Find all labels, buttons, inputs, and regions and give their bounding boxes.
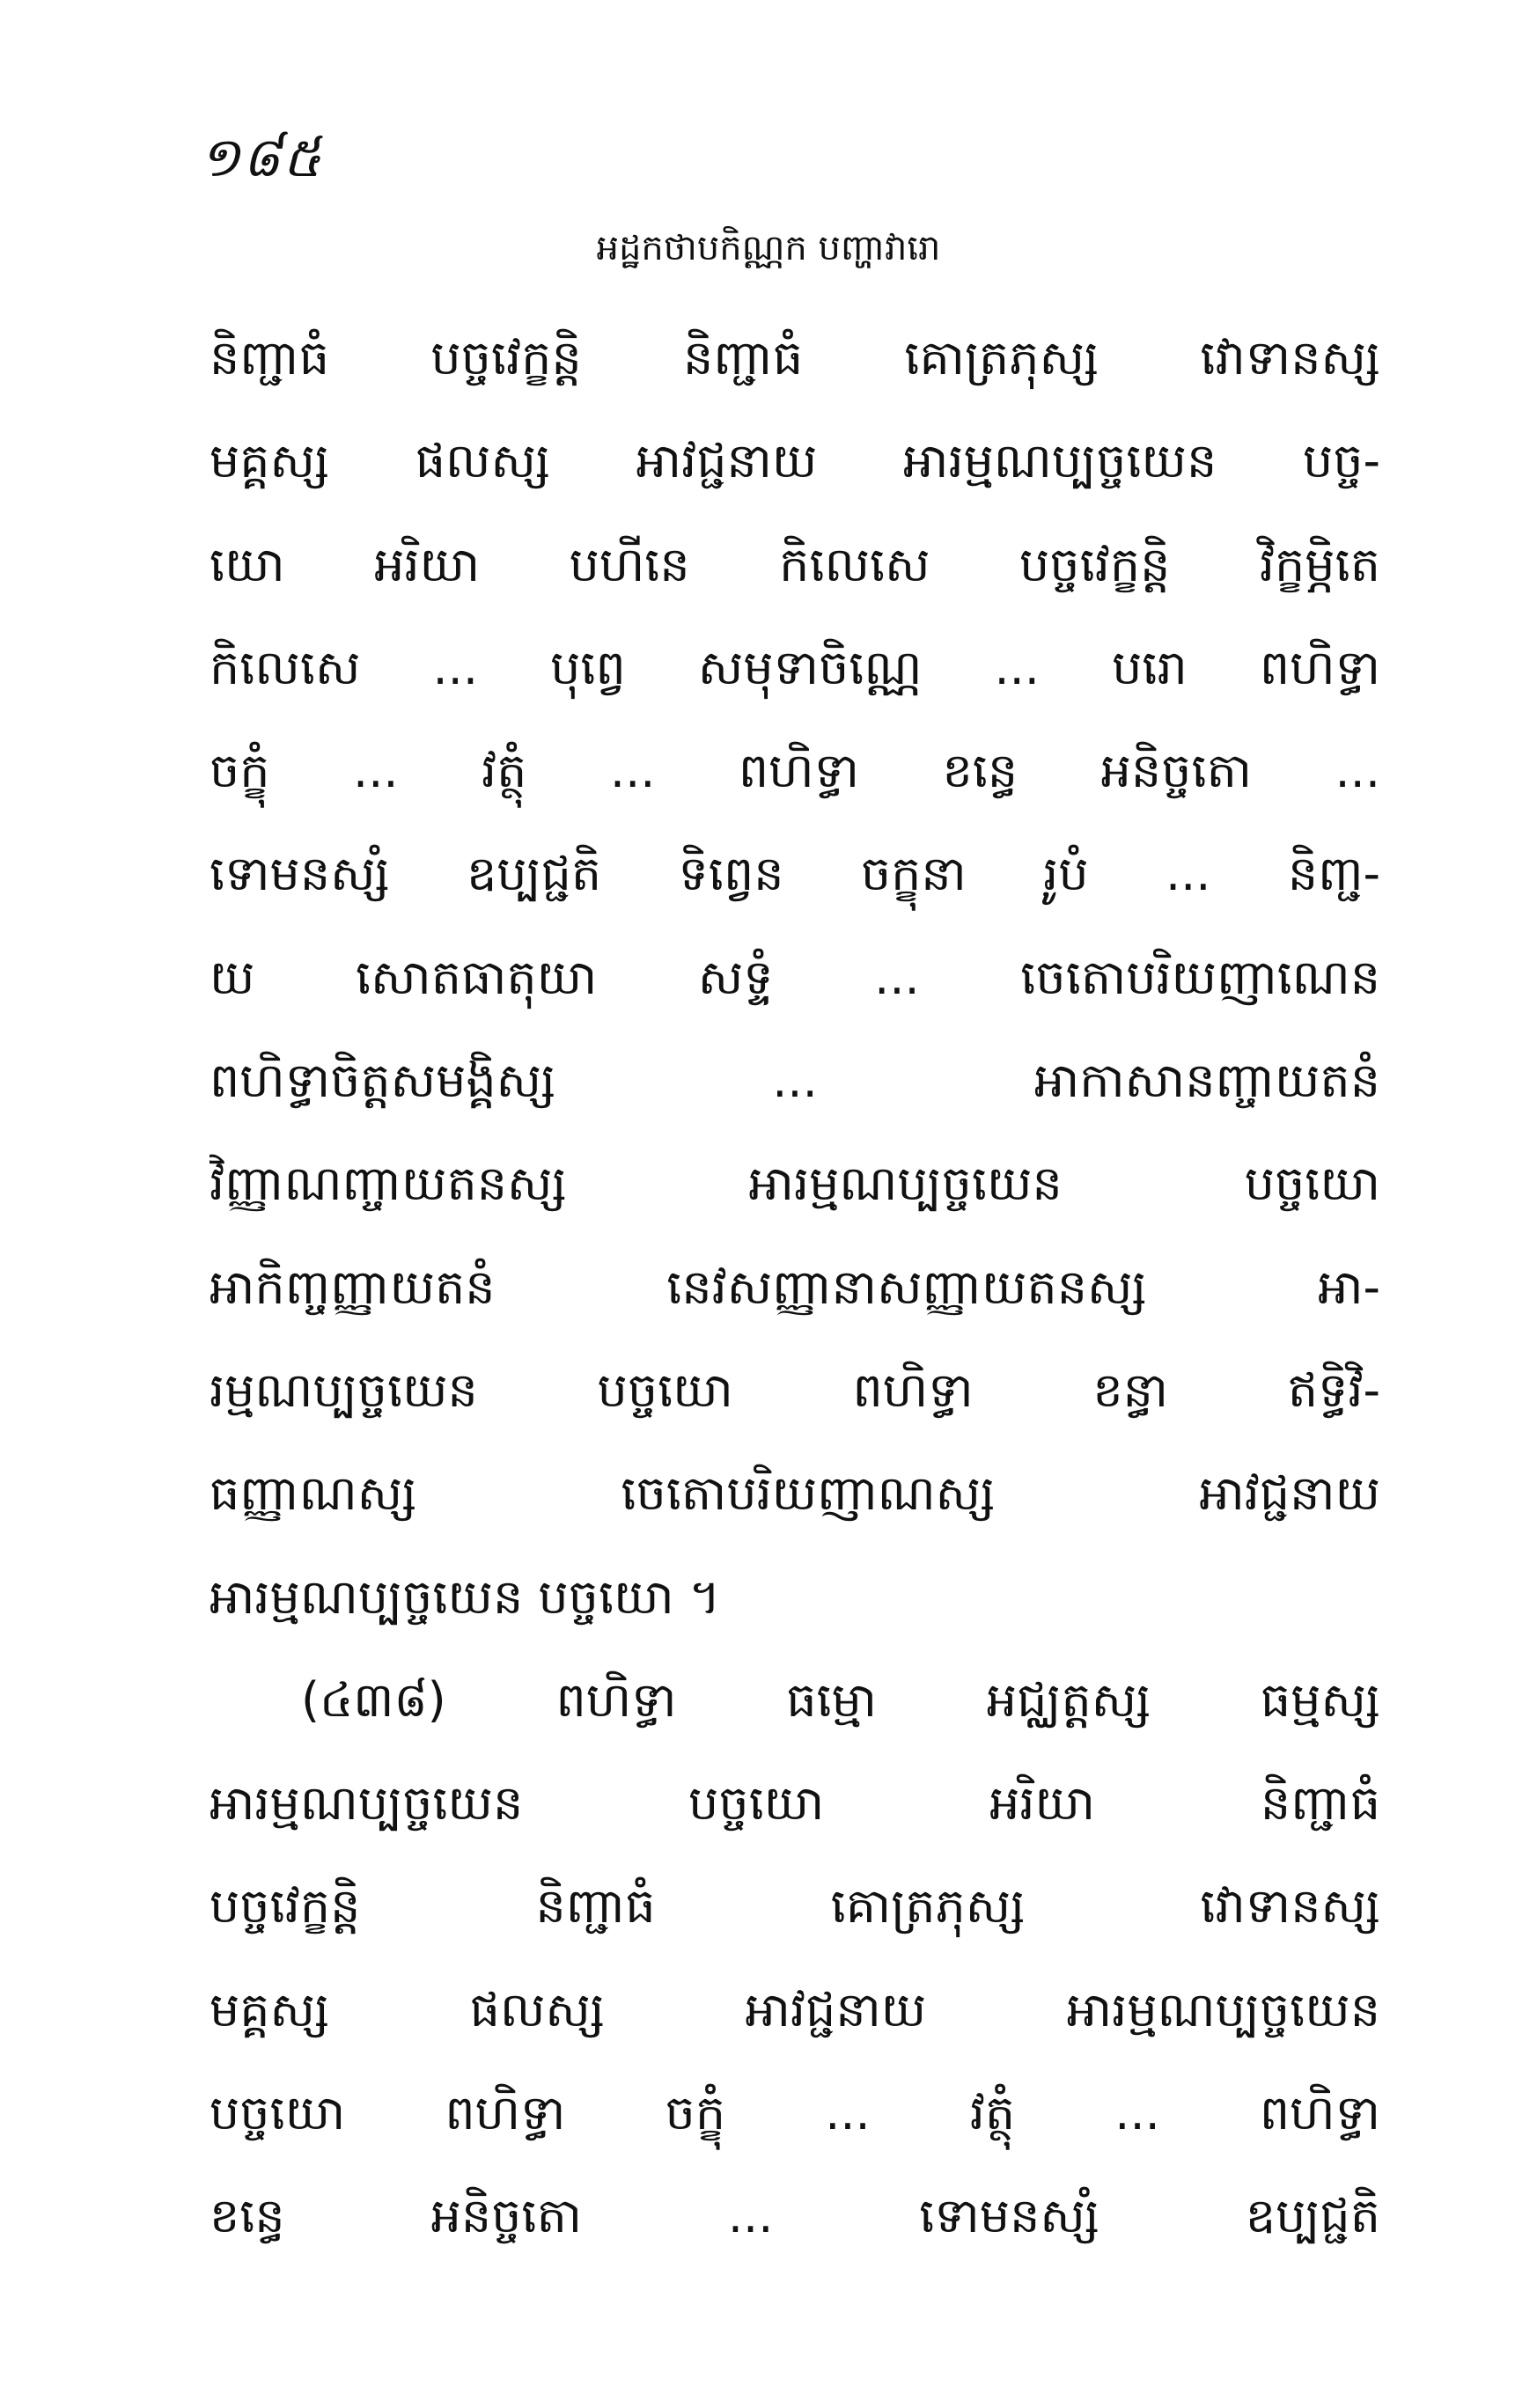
text-line: បច្ចវេក្ខន្តិ និញ្ជាធំ គោត្រភុស្ស វោទានស្ស xyxy=(210,1878,1380,1934)
text-line: កិលេសេ ... បុព្វេ សមុទាចិណ្ណេ ... បរោ ពហិទ្ធា xyxy=(210,639,1380,695)
text-line: បច្ចយោ ពហិទ្ធា ចក្ខុំ ... វត្ថុំ ... ពហិទ្ធា xyxy=(210,2085,1380,2141)
text-line: ពហិទ្ធាចិត្តសមង្គិស្ស ... អាកាសានញ្ចាយតនំ xyxy=(210,1053,1380,1109)
text-line: អារម្មណប្បច្ចយេន បច្ចយោ ។ xyxy=(210,1568,721,1625)
text-line: វិញ្ញាណញ្ចាយតនស្ស អារម្មណប្បច្ចយេន បច្ចយោ xyxy=(210,1156,1380,1212)
body-text xyxy=(210,306,1380,2268)
text-line: អាកិញ្ចញ្ញាយតនំ នេវសញ្ញានាសញ្ញាយតនស្ស អា- xyxy=(210,1259,1380,1315)
running-header: អដ្ឋកថាបកិណ្ណក បញ្ហាវារោ xyxy=(596,228,941,268)
text-line: រម្មណប្បច្ចយេន បច្ចយោ ពហិទ្ធា ខន្ធា ឥទ្ធិវិ- xyxy=(210,1362,1380,1418)
page-number: ១៨៥ xyxy=(199,125,323,189)
text-line: មគ្គស្ស ផលស្ស អាវជ្ជនាយ អារម្មណប្បច្ចយេន បច្ច- xyxy=(210,433,1380,489)
text-line: យោ អរិយា បហីនេ កិលេសេ បច្ចវេក្ខន្តិ វិក្ខម្ភិតេ xyxy=(210,536,1380,592)
text-line: មគ្គស្ស ផលស្ស អាវជ្ជនាយ អារម្មណប្បច្ចយេន xyxy=(210,1981,1380,2037)
text-line: ធញ្ញាណស្ស ចេតោបរិយញាណស្ស អាវជ្ជនាយ xyxy=(210,1465,1380,1522)
text-line: និញ្ជាធំ បច្ចវេក្ខន្តិ និញ្ជាធំ គោត្រភុស្ស វោទានស្ស xyxy=(210,330,1380,385)
text-line: ទោមនស្សំ ឧប្បជ្ជតិ ទិព្វេន ចក្ខុនា រូបំ ... និញ្ជ- xyxy=(210,846,1380,902)
text-line: ខន្ធេ អនិច្ចតោ ... ទោមនស្សំ ឧប្បជ្ជតិ xyxy=(210,2188,1380,2244)
text-line: យ សោតធាតុយា សទ្ទំ ... ចេតោបរិយញាណេន xyxy=(210,949,1380,1005)
text-line: អារម្មណប្បច្ចយេន បច្ចយោ អរិយា និញ្ជាធំ xyxy=(210,1775,1380,1832)
paragraph-start-line: (៤៣៨) ពហិទ្ធា ធម្មោ អជ្ឈត្តស្ស ធម្មស្ស xyxy=(301,1671,1380,1728)
text-line: ចក្ខុំ ... វត្ថុំ ... ពហិទ្ធា ខន្ធេ អនិច្ចតោ ... xyxy=(210,743,1380,799)
